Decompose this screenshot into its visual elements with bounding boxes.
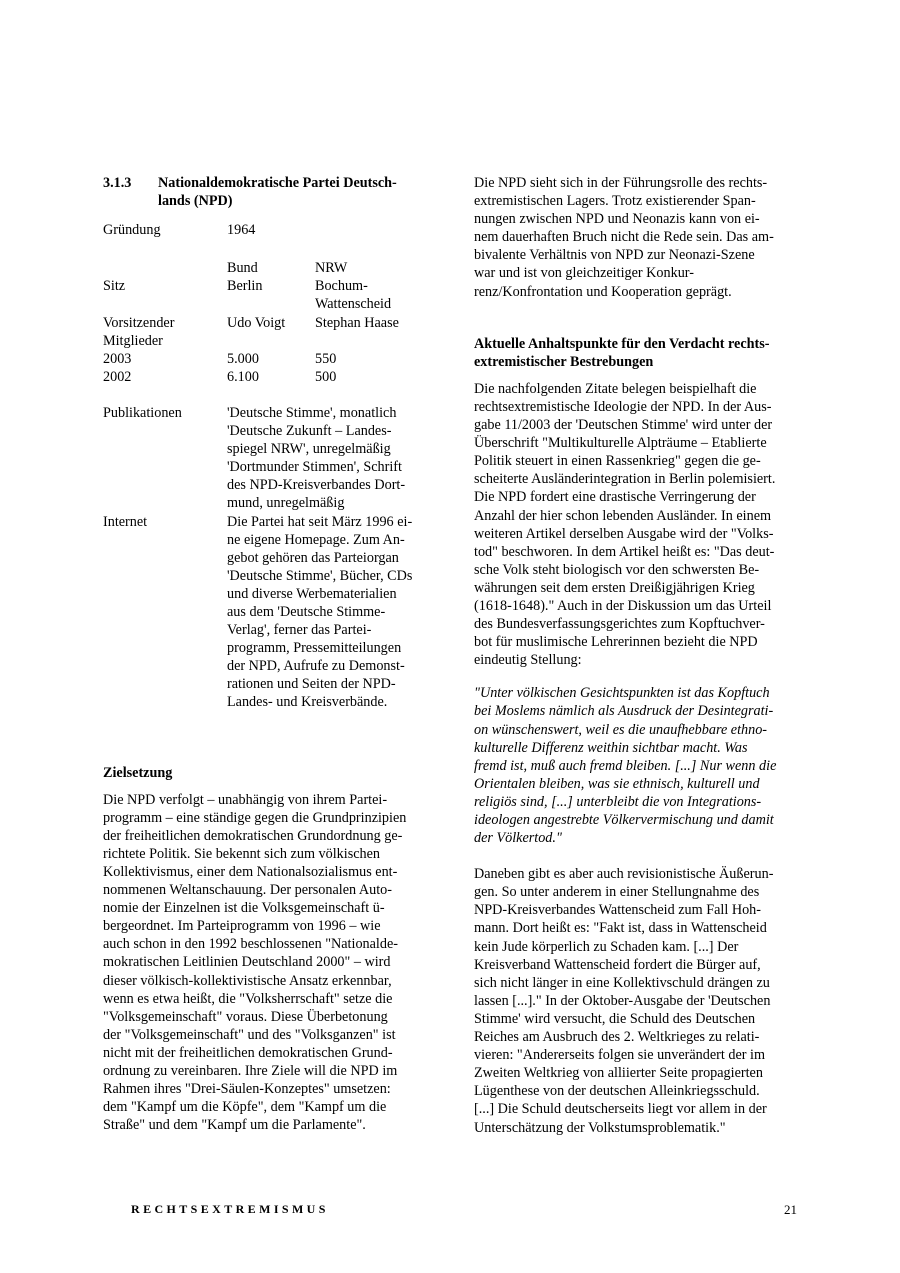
vorsitzender-row: Vorsitzender Udo Voigt Stephan Haase: [103, 314, 399, 331]
intro-paragraph: Die NPD sieht sich in der Führungsrolle des rechts- extremistischen Lagers. Trotz existierender Span- nungen zwischen NPD und Neonazis kann von ei- nem dauerhaften Bruch nicht die Rede sein. Das am- bivalente Verhältnis von NPD zur Neonazi-Szene war und ist von gleichzeitiger Konkur- renz/Konfrontation und Kooperation geprägt.: [474, 175, 774, 300]
anhaltspunkte-heading: Aktuelle Anhaltspunkte für den Verdacht rechts- extremistischer Bestrebungen: [474, 335, 770, 370]
members-row-2002: 2002 6.100 500: [103, 368, 337, 385]
column-headers-row: Bund NRW: [227, 260, 348, 277]
running-title: RECHTSEXTREMISMUS: [131, 1202, 329, 1216]
zielsetzung-body: Die NPD verfolgt – unabhängig von ihrem Partei- programm – eine ständige gegen die Grundprinzipien der freiheitlichen demokratischen Grundordnung ge- richtete Politik. Sie bekennt sich zum völkischen Kollektivismus, einer dem Nationalsozialismus ent- nommenen Weltanschauung. Der personalen Auto- nomie der Einzelnen ist die Volksgemeinschaft ü- bergeordnet. Im Parteiprogramm von 1996 – wie auch schon in den 1992 beschlossenen "Nationalde- mokratischen Leitlinien Deutschland 2000" – wird dieser völkisch-kollektivistische Ansatz erkennbar, wenn es etwa heißt, die "Volksherrschaft" setze die "Volksgemeinschaft" voraus. Diese Überbetonung der "Volksgemeinschaft" und des "Volksganzen" ist nicht mit der freiheitlichen demokratischen Grund- ordnung zu vereinbaren. Ihre Ziele will die NPD im Rahmen ihres "Drei-Säulen-Konzeptes" umsetzen: dem "Kampf um die Köpfe", dem "Kampf um die Straße" und dem "Kampf um die Parlamente".: [103, 791, 407, 1134]
page-number: 21: [784, 1202, 797, 1217]
gruendung-row: Gründung 1964: [103, 222, 256, 239]
mitglieder-row: Mitglieder: [103, 332, 163, 349]
kopftuch-quote: "Unter völkischen Gesichtspunkten ist das Kopftuch bei Moslems nämlich als Ausdruck der Desintegrati- on wünschenswert, weil es die unaufhebbare ethno- kulturelle Differenz weithin sichtbar macht. Was fremd ist, muß auch fremd bleiben. [...] Nur wenn die Orientalen bleiben, was sie ethnisch, kulturell und religiös sind, [...] unterbleibt die von Integrations- ideologen angestrebte Völkervermischung und damit der Völkertod.": [474, 685, 777, 847]
anhaltspunkte-paragraph-1: Die nachfolgenden Zitate belegen beispielhaft die rechtsextremistische Ideologie der NPD. In der Aus- gabe 11/2003 der 'Deutschen Stimme' wird unter der Überschrift "Multikulturelle Alpträume – Etablierte Politik steuert in einen Rassenkrieg" gegen die ge- scheiterte Ausländerintegration in Berlin polemisiert. Die NPD fordert eine drastische Verringerung der Anzahl der hier schon lebenden Ausländer. In einem weiteren Artikel derselben Ausgabe wird der "Volks- tod" beschworen. In dem Artikel heißt es: "Das deut- sche Volk steht biologisch vor den schwersten Be- währungen seit dem ersten Dreißigjährigen Krieg (1618-1648)." Auch in der Diskussion um das Urteil des Bundesverfassungsgerichtes zum Kopftuchver- bot für muslimische Lehrerinnen bezieht die NPD eindeutig Stellung:: [474, 380, 776, 669]
zielsetzung-heading: Zielsetzung: [103, 764, 173, 781]
right-column: [474, 174, 799, 1137]
members-row-2003: 2003 5.000 550: [103, 350, 337, 367]
section-title: Nationaldemokratische Partei Deutsch- lands (NPD): [158, 175, 397, 210]
left-column: [103, 174, 428, 1134]
publikationen-row: Publikationen 'Deutsche Stimme', monatlich 'Deutsche Zukunft – Landes- spiegel NRW', unregelmäßig 'Dortmunder Stimmen', Schrift des NPD-Kreisverbandes Dort- mund, unregelmäßig: [103, 404, 406, 512]
section-number: 3.1.3: [103, 175, 132, 191]
section-heading: [103, 174, 428, 210]
internet-row: Internet Die Partei hat seit März 1996 ei- ne eigene Homepage. Zum An- gebot gehören das Parteiorgan 'Deutsche Stimme', Bücher, CDs und diverse Werbematerialien aus dem 'Deutsche Stimme- Verlag', ferner das Partei- programm, Pressemitteilungen der NPD, Aufrufe zu Demonst- rationen und Seiten der NPD- Landes- und Kreisverbände.: [103, 513, 413, 711]
anhaltspunkte-paragraph-2: Daneben gibt es aber auch revisionistische Äußerun- gen. So unter anderem in einer Stellungnahme des NPD-Kreisverbandes Wattenscheid zum Fall Hoh- mann. Dort heißt es: "Fakt ist, dass in Wattenscheid kein Jude körperlich zu Schaden kam. [...] Der Kreisverband Wattenscheid fordert die Bürger auf, sich nicht länger in eine Kollektivschuld drängen zu lassen [...]." In der Oktober-Ausgabe der 'Deutschen Stimme' wird versucht, die Schuld des Deutschen Reiches am Ausbruch des 2. Weltkrieges zu relati- vieren: "Andererseits folgen sie unverändert der im Zweiten Weltkrieg von alliierter Seite propagierten Lügenthese von der deutschen Alleinkriegsschuld. [...] Die Schuld deutscherseits liegt vor allem in der Unterschätzung der Volkstumsproblematik.": [474, 866, 774, 1136]
sitz-row: Sitz Berlin Bochum- Wattenscheid: [103, 278, 392, 313]
